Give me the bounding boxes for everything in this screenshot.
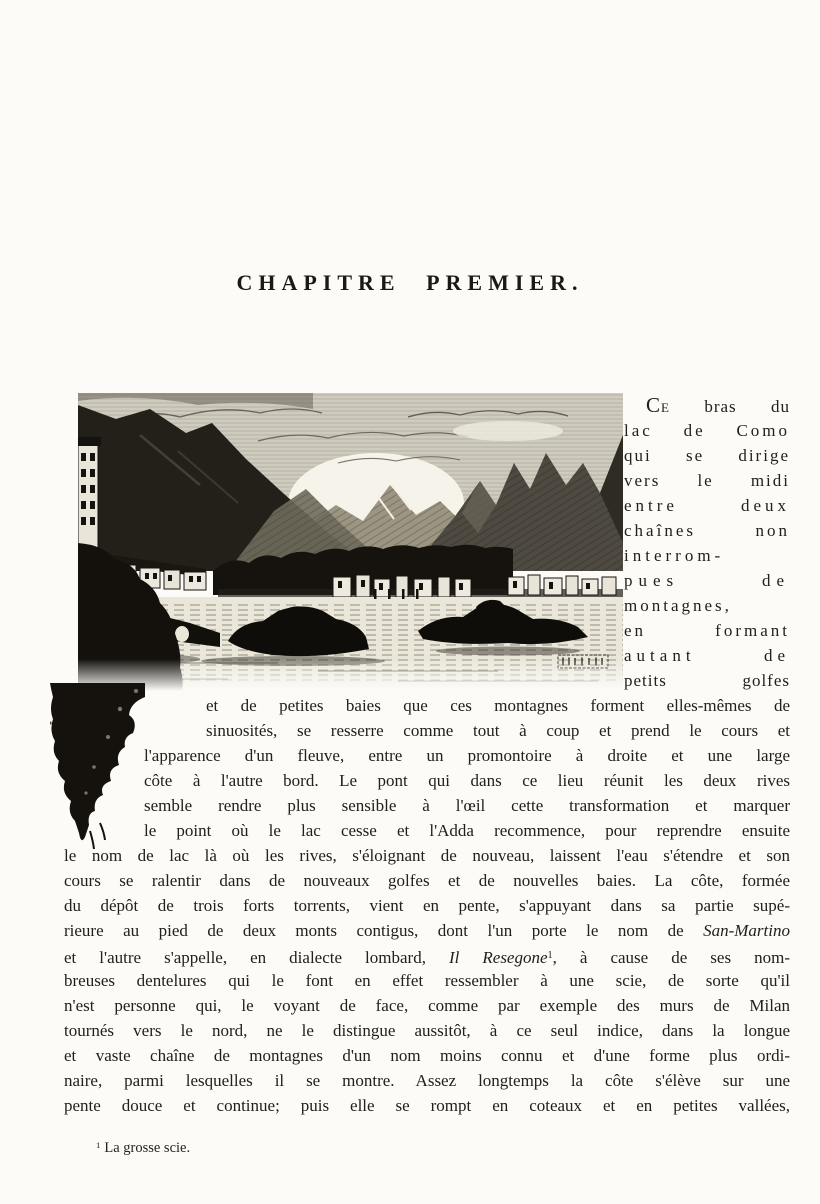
italic-place-name: San-Martino	[703, 921, 790, 940]
body-line: et vaste chaîne de montagnes d'un nom moins connu et d'une forme plus ordi-	[64, 1046, 790, 1065]
body-line: naire, parmi lesquelles il se montre. Assez longtemps la côte s'élève sur une	[64, 1071, 790, 1090]
italic-place-name: Il Resegone	[448, 948, 548, 968]
text-block	[64, 393, 790, 1158]
chapter-title: CHAPITRE PREMIER.	[236, 270, 584, 295]
drop-initial: C	[646, 393, 662, 417]
footnote	[64, 1135, 790, 1158]
body-line: l'apparence d'un fleuve, entre un promontoire à droite et une large	[144, 746, 790, 765]
body-line: semble rendre plus sensible à l'œil cette transformation et marquer	[144, 796, 790, 815]
column-line: entre deux	[624, 496, 790, 515]
body-line: sinuosités, se resserre comme tout à coup et prend le cours et	[206, 721, 790, 740]
column-line: montagnes,	[624, 596, 732, 615]
body-line: du dépôt de trois forts torrents, vient en pente, s'appuyant dans sa partie supé-	[64, 896, 790, 915]
body-line: pente douce et continue; puis elle se rompt en coteaux et en petites vallées,	[64, 1096, 790, 1115]
body-line: et de petites baies que ces montagnes forment elles-mêmes de	[206, 696, 790, 715]
body-line: n'est personne qui, le voyant de face, comme par exemple des murs de Milan	[64, 996, 790, 1015]
column-line: vers le midi	[624, 471, 790, 490]
column-line: autant de	[624, 646, 790, 665]
body-line: cours se ralentir dans de nouveaux golfes et de nouvelles baies. La côte, formée	[64, 871, 790, 890]
body-line: tournés vers le nord, ne le distingue aussitôt, à ce seul indice, dans la longue	[64, 1021, 790, 1040]
body-line: breuses dentelures qui le font en effet ressembler à une scie, de sorte qu'il	[64, 971, 790, 990]
column-line: en formant	[624, 621, 790, 640]
footnote-text: La grosse scie.	[104, 1140, 191, 1157]
column-line: lac de Como	[624, 421, 790, 440]
column-line: CE bras du	[646, 393, 790, 417]
body-line: le nom de lac là où les rives, s'éloignant de nouveau, laissent l'eau s'étendre et son	[64, 846, 790, 865]
column-line: petits golfes	[624, 671, 790, 690]
body-line: le point où le lac cesse et l'Adda recommence, pour reprendre ensuite	[144, 821, 790, 840]
body-line: rieure au pied de deux monts contigus, dont l'un porte le nom de San-Martino	[64, 921, 790, 940]
column-line: chaînes non	[624, 521, 790, 540]
footnote-marker: 1	[96, 1140, 101, 1150]
column-line: pues de	[624, 571, 790, 590]
footnote-reference: 1	[547, 950, 553, 961]
column-line: interrom-	[624, 546, 725, 565]
column-line: qui se dirige	[624, 446, 790, 465]
body-line: et l'autre s'appelle, en dialecte lombard, Il Resegone$^1$, à cause de ses nom-	[64, 948, 790, 968]
body-line: côte à l'autre bord. Le pont qui dans ce lieu réunit les deux rives	[144, 771, 790, 790]
